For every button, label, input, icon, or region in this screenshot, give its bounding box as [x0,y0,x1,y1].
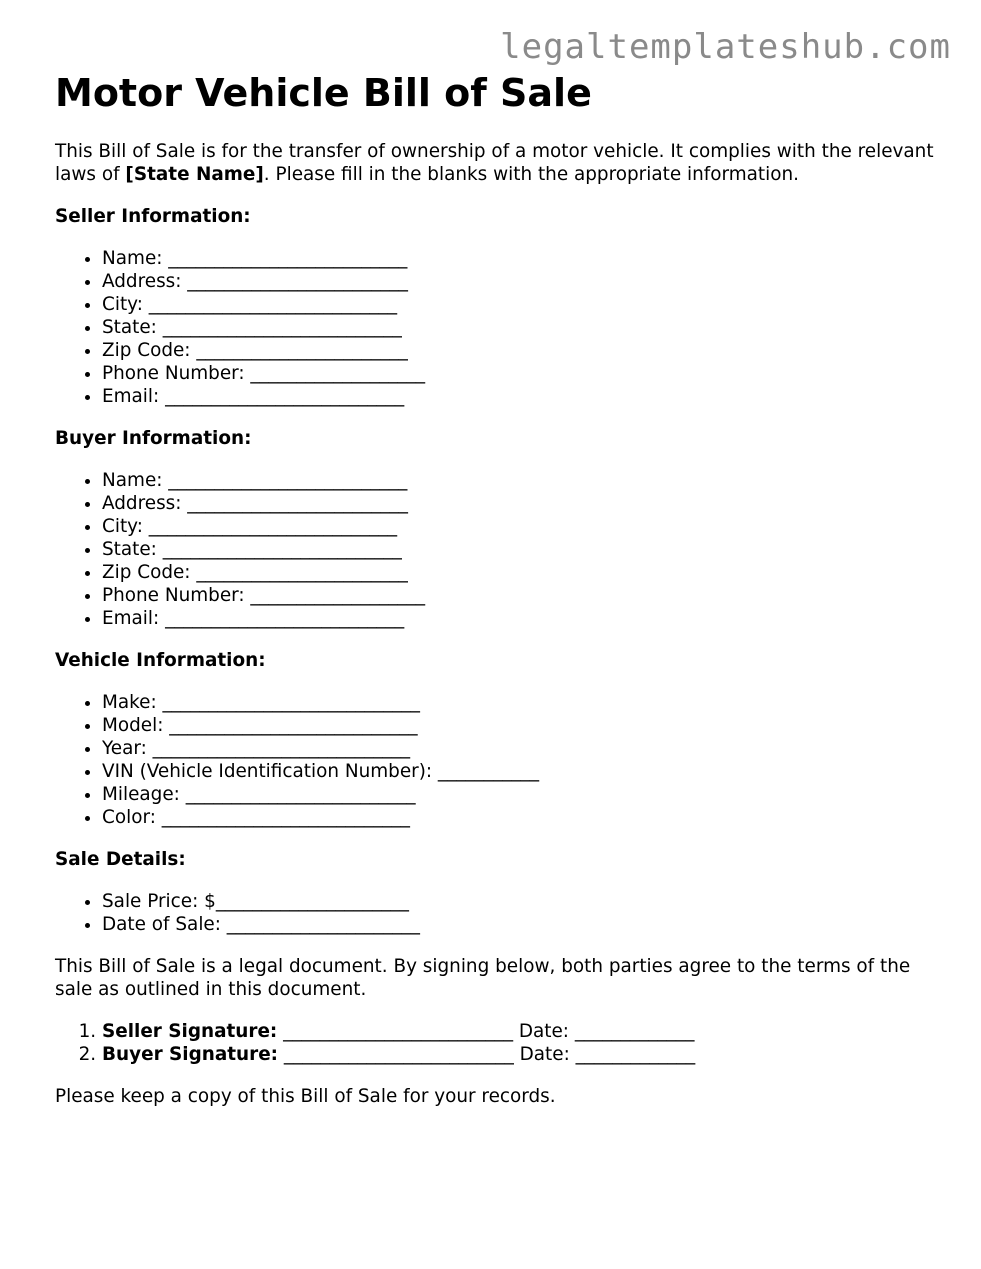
sale-heading: Sale Details: [55,849,186,870]
watermark: legaltemplateshub.com [500,27,951,67]
buyer-field-list [55,469,935,630]
seller-signature-label: Seller Signature: [102,1021,278,1042]
buyer-phone-field: • Phone Number: ___________________ [102,584,935,607]
seller-state-field: • State: __________________________ [102,316,935,339]
vehicle-make-field: • Make: ____________________________ [102,691,935,714]
buyer-state-field: • State: __________________________ [102,538,935,561]
page-title: Motor Vehicle Bill of Sale [55,71,592,115]
seller-field-list [55,247,935,408]
buyer-name-field: • Name: __________________________ [102,469,935,492]
vehicle-model-field: • Model: ___________________________ [102,714,935,737]
seller-signature-line [102,1020,935,1043]
buyer-city-field: • City: ___________________________ [102,515,935,538]
state-name-placeholder: [State Name] [125,164,264,185]
seller-heading: Seller Information: [55,206,251,227]
seller-name-field: • Name: __________________________ [102,247,935,270]
buyer-email-field: • Email: __________________________ [102,607,935,630]
seller-email-field: • Email: __________________________ [102,385,935,408]
vehicle-year-field: • Year: ____________________________ [102,737,935,760]
sale-price-field: • Sale Price: $_____________________ [102,890,935,913]
sale-field-list [55,890,935,936]
seller-phone-field: • Phone Number: ___________________ [102,362,935,385]
intro-paragraph [55,140,935,186]
final-note: Please keep a copy of this Bill of Sale for your records. [55,1086,556,1107]
vehicle-heading: Vehicle Information: [55,650,266,671]
buyer-zip-field: • Zip Code: _______________________ [102,561,935,584]
sale-date-field: • Date of Sale: _____________________ [102,913,935,936]
closing-paragraph: This Bill of Sale is a legal document. By signing below, both parties agree to the terms of the sale as outlined in this document. [55,956,911,1000]
buyer-signature-line [102,1043,935,1066]
signature-list [55,1020,935,1066]
vehicle-color-field: • Color: ___________________________ [102,806,935,829]
buyer-address-field: • Address: ________________________ [102,492,935,515]
intro-text-after: . Please fill in the blanks with the appropriate information. [263,164,799,185]
buyer-signature-label: Buyer Signature: [102,1044,279,1065]
document-page [55,68,935,1108]
buyer-heading: Buyer Information: [55,428,252,449]
vehicle-field-list [55,691,935,829]
seller-zip-field: • Zip Code: _______________________ [102,339,935,362]
seller-city-field: • City: ___________________________ [102,293,935,316]
buyer-signature-blank: _________________________ Date: _____________ [278,1044,696,1065]
seller-address-field: • Address: ________________________ [102,270,935,293]
vehicle-mileage-field: • Mileage: _________________________ [102,783,935,806]
seller-signature-blank: _________________________ Date: _____________ [277,1021,695,1042]
intro-text-before: This Bill of Sale is for the transfer of ownership of a motor vehicle. It complies with the relevant laws of [55,141,934,185]
vehicle-vin-field: • VIN (Vehicle Identification Number): ___________ [102,760,935,783]
